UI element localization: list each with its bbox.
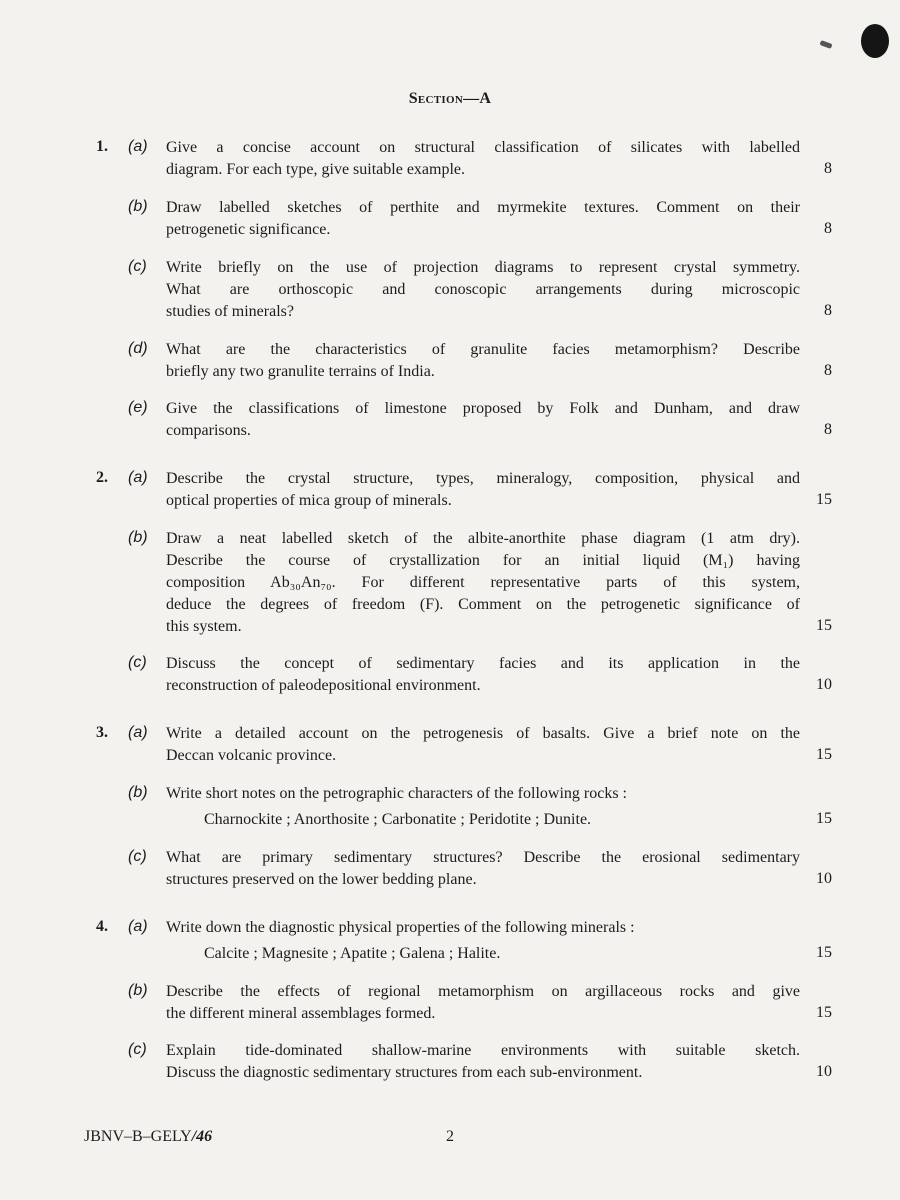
ink-blot: [861, 24, 889, 58]
question-text-line: Describe the course of crystallization for an initial liquid (M₁) having: [166, 552, 800, 569]
ink-speck: [820, 40, 833, 49]
marks: 15: [816, 1004, 832, 1021]
part-label: (b): [128, 529, 148, 546]
part-label: (c): [128, 848, 147, 865]
marks: 10: [816, 870, 832, 887]
marks: 8: [824, 302, 832, 319]
marks: 15: [816, 944, 832, 961]
part-label: (b): [128, 784, 148, 801]
question-number: 4.: [96, 918, 108, 935]
part-label: (e): [128, 399, 148, 416]
question-text-line: studies of minerals?: [166, 303, 294, 320]
question-text-line: Discuss the concept of sedimentary facies and its application in the: [166, 655, 800, 672]
page-number: 2: [446, 1128, 454, 1145]
question-text-line: Calcite ; Magnesite ; Apatite ; Galena ; Halite.: [204, 945, 501, 962]
question-text-line: Write a detailed account on the petrogenesis of basalts. Give a brief note on the: [166, 725, 800, 742]
question-text-line: structures preserved on the lower bedding plane.: [166, 871, 477, 888]
question-text-line: reconstruction of paleodepositional environment.: [166, 677, 481, 694]
question-text-line: What are orthoscopic and conoscopic arrangements during microscopic: [166, 281, 800, 298]
marks: 10: [816, 676, 832, 693]
question-text-line: Describe the effects of regional metamorphism on argillaceous rocks and give: [166, 983, 800, 1000]
paper-code-prefix: JBNV–B–GELY: [84, 1128, 192, 1145]
marks: 8: [824, 362, 832, 379]
part-label: (a): [128, 138, 148, 155]
part-label: (b): [128, 982, 148, 999]
question-text-line: Give a concise account on structural classification of silicates with labelled: [166, 139, 800, 156]
part-label: (c): [128, 258, 147, 275]
question-number: 1.: [96, 138, 108, 155]
question-text-line: composition Ab₃₀An₇₀. For different representative parts of this system,: [166, 574, 800, 591]
question-text-line: briefly any two granulite terrains of India.: [166, 363, 435, 380]
marks: 10: [816, 1063, 832, 1080]
question-text-line: Discuss the diagnostic sedimentary structures from each sub-environment.: [166, 1064, 643, 1081]
marks: 8: [824, 220, 832, 237]
question-text-line: petrogenetic significance.: [166, 221, 331, 238]
marks: 8: [824, 421, 832, 438]
part-label: (a): [128, 724, 148, 741]
part-label: (b): [128, 198, 148, 215]
question-text-line: diagram. For each type, give suitable example.: [166, 161, 466, 178]
section-title: Section—A: [408, 90, 492, 107]
marks: 15: [816, 617, 832, 634]
question-text-line: comparisons.: [166, 422, 251, 439]
question-text-line: optical properties of mica group of minerals.: [166, 492, 452, 509]
part-label: (c): [128, 1041, 147, 1058]
question-number: 3.: [96, 724, 108, 741]
part-label: (a): [128, 469, 148, 486]
question-text-line: the different mineral assemblages formed.: [166, 1005, 436, 1022]
question-text-line: Give the classifications of limestone proposed by Folk and Dunham, and draw: [166, 400, 800, 417]
question-text-line: this system.: [166, 618, 242, 635]
marks: 15: [816, 491, 832, 508]
question-text-line: Draw a neat labelled sketch of the albite-anorthite phase diagram (1 atm dry).: [166, 530, 800, 547]
question-text-line: Write short notes on the petrographic characters of the following rocks :: [166, 785, 627, 802]
marks: 15: [816, 746, 832, 763]
part-label: (a): [128, 918, 148, 935]
question-text-line: Draw labelled sketches of perthite and myrmekite textures. Comment on their: [166, 199, 800, 216]
marks: 15: [816, 810, 832, 827]
marks: 8: [824, 160, 832, 177]
question-text-line: Explain tide-dominated shallow-marine environments with suitable sketch.: [166, 1042, 800, 1059]
question-text-line: Write down the diagnostic physical properties of the following minerals :: [166, 919, 635, 936]
question-text-line: deduce the degrees of freedom (F). Comment on the petrogenetic significance of: [166, 596, 800, 613]
part-label: (d): [128, 340, 148, 357]
question-text-line: What are the characteristics of granulite facies metamorphism? Describe: [166, 341, 800, 358]
question-text-line: Write briefly on the use of projection diagrams to represent crystal symmetry.: [166, 259, 800, 276]
question-text-line: What are primary sedimentary structures? Describe the erosional sedimentary: [166, 849, 800, 866]
question-text-line: Deccan volcanic province.: [166, 747, 337, 764]
paper-code-suffix: /46: [191, 1128, 213, 1145]
question-number: 2.: [96, 469, 108, 486]
question-text-line: Charnockite ; Anorthosite ; Carbonatite ; Peridotite ; Dunite.: [204, 811, 592, 828]
question-text-line: Describe the crystal structure, types, mineralogy, composition, physical and: [166, 470, 800, 487]
part-label: (c): [128, 654, 147, 671]
